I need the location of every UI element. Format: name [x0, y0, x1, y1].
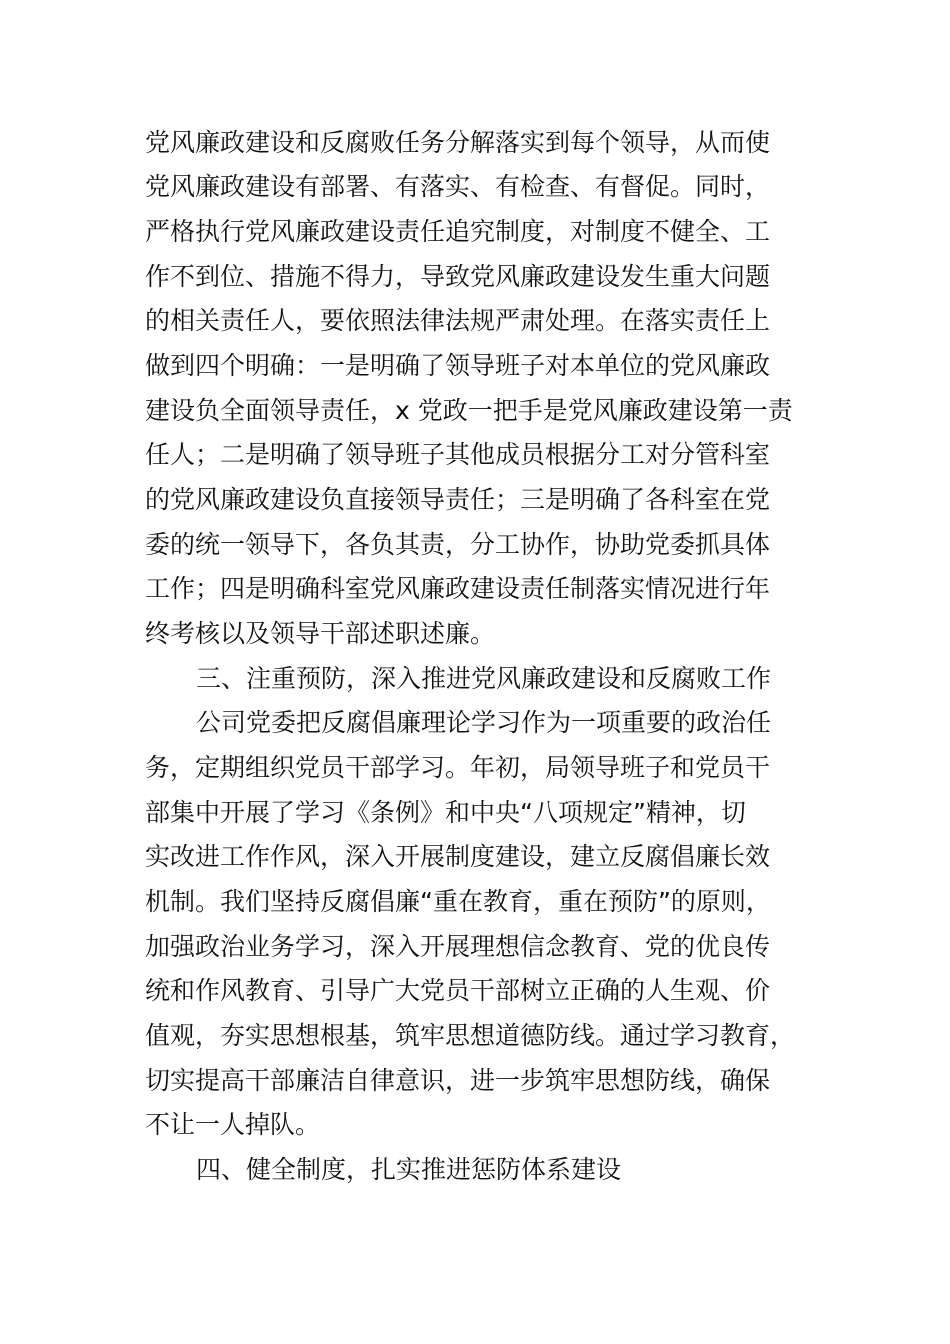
section-heading-4: 四、健全制度，扎实推进惩防体系建设: [196, 1155, 622, 1184]
text-line: 终考核以及领导干部述职述廉。: [145, 619, 496, 648]
text-line: 委的统一领导下，各负其责，分工协作，协助党委抓具体: [145, 530, 771, 559]
text-line: 部集中开展了学习《条例》和中央“八项规定”精神，切: [145, 798, 746, 827]
text-line: 任人；二是明确了领导班子其他成员根据分工对分管科室: [145, 440, 771, 469]
text-line: 做到四个明确：一是明确了领导班子对本单位的党风廉政: [145, 351, 771, 380]
text-line: 加强政治业务学习，深入开展理想信念教育、党的优良传: [145, 932, 771, 961]
text-line: 不让一人掉队。: [145, 1110, 321, 1139]
text-line: 建设负全面领导责任，x 党政一把手是党风廉政建设第一责: [145, 396, 793, 425]
paragraph-first-line: 公司党委把反腐倡廉理论学习作为一项重要的政治任: [196, 708, 772, 737]
text-line: 的党风廉政建设负直接领导责任；三是明确了各科室在党: [145, 485, 771, 514]
text-line: 统和作风教育、引导广大党员干部树立正确的人生观、价: [145, 976, 771, 1005]
text-line: 党风廉政建设有部署、有落实、有检查、有督促。同时，: [145, 172, 771, 201]
text-line: 党风廉政建设和反腐败任务分解落实到每个领导，从而使: [145, 128, 771, 157]
text-line: 值观，夯实思想根基，筑牢思想道德防线。通过学习教育，: [145, 1021, 796, 1050]
text-line: 作不到位、措施不得力，导致党风廉政建设发生重大问题: [145, 262, 771, 291]
text-line: 工作；四是明确科室党风廉政建设责任制落实情况进行年: [145, 574, 771, 603]
text-line: 实改进工作作风，深入开展制度建设，建立反腐倡廉长效: [145, 842, 771, 871]
text-line: 务，定期组织党员干部学习。年初，局领导班子和党员干: [145, 753, 771, 782]
text-line: 的相关责任人，要依照法律法规严肃处理。在落实责任上: [145, 306, 771, 335]
text-line: 切实提高干部廉洁自律意识，进一步筑牢思想防线，确保: [145, 1066, 771, 1095]
text-line: 机制。我们坚持反腐倡廉“重在教育，重在预防”的原则，: [145, 887, 771, 916]
text-line: 严格执行党风廉政建设责任追究制度，对制度不健全、工: [145, 217, 771, 246]
section-heading-3: 三、注重预防，深入推进党风廉政建设和反腐败工作: [196, 664, 772, 693]
